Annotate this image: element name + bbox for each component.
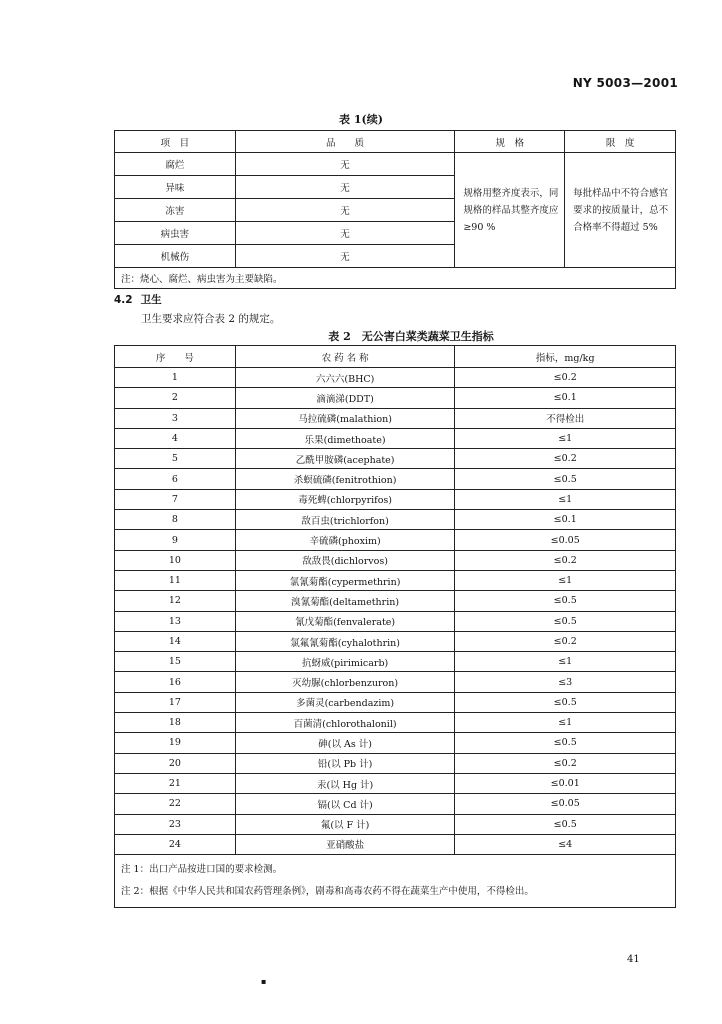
- table2-row-number: 3: [115, 408, 236, 428]
- table-row: [115, 153, 676, 176]
- table-row: [115, 611, 676, 631]
- table2-pesticide-name: 乙酰甲胺磷(acephate): [235, 449, 455, 469]
- table2-pesticide-name: 六六六(BHC): [235, 368, 455, 388]
- table-row: [115, 733, 676, 753]
- table1-header-row: [115, 131, 676, 153]
- table2-row-number: 11: [115, 570, 236, 590]
- table-row: [115, 530, 676, 550]
- table1-quality: 无: [235, 245, 455, 268]
- table2-note-2: 注 2：根据《中华人民共和国农药管理条例》，剧毒和高毒农药不得在蔬菜生产中使用，不得检出。: [121, 886, 534, 898]
- table2-row-number: 12: [115, 591, 236, 611]
- table2-row-number: 17: [115, 692, 236, 712]
- table1-header-item: 项 目: [115, 131, 236, 153]
- table2-pesticide-name: 马拉硫磷(malathion): [235, 408, 455, 428]
- table2-row-number: 21: [115, 773, 236, 793]
- table2-limit-value: ≤0.1: [455, 388, 676, 408]
- table2-limit-value: ≤0.5: [455, 814, 676, 834]
- table2-pesticide-name: 氟(以 F 计): [235, 814, 455, 834]
- table-row: [115, 489, 676, 509]
- table1-caption: 表 1(续): [339, 113, 383, 126]
- table2-limit-value: ≤0.5: [455, 733, 676, 753]
- table2-header-row: [115, 346, 676, 368]
- table2-note-1: 注 1：出口产品按进口国的要求检测。: [121, 864, 283, 876]
- table2-row-number: 14: [115, 631, 236, 651]
- table1-quality: 无: [235, 222, 455, 245]
- table2-limit-value: ≤1: [455, 652, 676, 672]
- table2-limit-value: ≤0.5: [455, 692, 676, 712]
- table2-row-number: 7: [115, 489, 236, 509]
- table2-limit-value: ≤0.2: [455, 631, 676, 651]
- table2-row-number: 6: [115, 469, 236, 489]
- table-row: [115, 834, 676, 854]
- table-row: [115, 408, 676, 428]
- section-title: 卫生: [140, 294, 162, 306]
- page-number: 41: [627, 954, 640, 965]
- table-row: [115, 550, 676, 570]
- table1-quality: 无: [235, 153, 455, 176]
- table2-row-number: 16: [115, 672, 236, 692]
- section-heading: [114, 292, 162, 307]
- table1-quality: 无: [235, 176, 455, 199]
- table2: [114, 345, 676, 908]
- table2-row-number: 8: [115, 510, 236, 530]
- table1-item: 冻害: [115, 199, 236, 222]
- table2-pesticide-name: 乐果(dimethoate): [235, 428, 455, 448]
- table1-note: 注：烧心、腐烂、病虫害为主要缺陷。: [115, 268, 676, 289]
- table2-limit-value: ≤0.01: [455, 773, 676, 793]
- table2-header-no: 序 号: [115, 346, 236, 368]
- table1-item: 异味: [115, 176, 236, 199]
- table2-row-number: 23: [115, 814, 236, 834]
- table2-pesticide-name: 灭幼脲(chlorbenzuron): [235, 672, 455, 692]
- table2-limit-value: ≤1: [455, 428, 676, 448]
- table-row: [115, 510, 676, 530]
- table2-caption: 表 2 无公害白菜类蔬菜卫生指标: [328, 330, 494, 343]
- table2-pesticide-name: 汞(以 Hg 计): [235, 773, 455, 793]
- table1-header-quality: 品 质: [235, 131, 455, 153]
- table2-limit-value: ≤1: [455, 489, 676, 509]
- table2-limit-value: ≤0.2: [455, 753, 676, 773]
- table-row: [115, 449, 676, 469]
- table2-limit-value: ≤4: [455, 834, 676, 854]
- table2-row-number: 9: [115, 530, 236, 550]
- table-row: [115, 692, 676, 712]
- table2-body: [115, 368, 676, 855]
- table1: [114, 130, 676, 289]
- table1-header-spec: 规 格: [455, 131, 565, 153]
- table2-row-number: 20: [115, 753, 236, 773]
- table1-spec-text: 规格用整齐度表示，同规格的样品其整齐度应≥90 %: [455, 153, 565, 268]
- table2-pesticide-name: 砷(以 As 计): [235, 733, 455, 753]
- table2-pesticide-name: 铅(以 Pb 计): [235, 753, 455, 773]
- table2-limit-value: ≤0.5: [455, 591, 676, 611]
- table-row: [115, 631, 676, 651]
- table2-pesticide-name: 亚硝酸盐: [235, 834, 455, 854]
- table-row: [115, 469, 676, 489]
- table2-pesticide-name: 抗蚜威(pirimicarb): [235, 652, 455, 672]
- table2-row-number: 19: [115, 733, 236, 753]
- table1-item: 腐烂: [115, 153, 236, 176]
- table2-limit-value: ≤0.1: [455, 510, 676, 530]
- table-row: [115, 570, 676, 590]
- table2-pesticide-name: 氯氰菊酯(cypermethrin): [235, 570, 455, 590]
- table1-quality: 无: [235, 199, 455, 222]
- table2-limit-value: ≤0.5: [455, 611, 676, 631]
- standard-code: NY 5003—2001: [572, 76, 678, 90]
- table-row: [115, 428, 676, 448]
- table2-limit-value: ≤0.5: [455, 469, 676, 489]
- table2-note-row: [115, 855, 676, 908]
- table2-limit-value: ≤1: [455, 570, 676, 590]
- print-speck: ▪: [261, 977, 267, 986]
- table2-limit-value: ≤1: [455, 713, 676, 733]
- table-row: [115, 591, 676, 611]
- table-row: [115, 794, 676, 814]
- table2-row-number: 10: [115, 550, 236, 570]
- table2-limit-value: 不得检出: [455, 408, 676, 428]
- table2-pesticide-name: 杀螟硫磷(fenitrothion): [235, 469, 455, 489]
- table2-row-number: 22: [115, 794, 236, 814]
- table2-limit-value: ≤0.2: [455, 449, 676, 469]
- table-row: [115, 368, 676, 388]
- table2-row-number: 1: [115, 368, 236, 388]
- table2-pesticide-name: 溴氰菊酯(deltamethrin): [235, 591, 455, 611]
- table2-header-name: 农 药 名 称: [235, 346, 455, 368]
- table1-limit-text: 每批样品中不符合感官要求的按质量计，总不合格率不得超过 5%: [565, 153, 676, 268]
- table2-pesticide-name: 氯氟氰菊酯(cyhalothrin): [235, 631, 455, 651]
- table2-pesticide-name: 毒死蜱(chlorpyrifos): [235, 489, 455, 509]
- table2-row-number: 13: [115, 611, 236, 631]
- table2-row-number: 2: [115, 388, 236, 408]
- table-row: [115, 652, 676, 672]
- table-row: [115, 388, 676, 408]
- table2-header-limit: 指标，mg/kg: [455, 346, 676, 368]
- table-row: [115, 672, 676, 692]
- table2-pesticide-name: 滴滴涕(DDT): [235, 388, 455, 408]
- table2-limit-value: ≤3: [455, 672, 676, 692]
- table1-note-row: [115, 268, 676, 289]
- table2-row-number: 4: [115, 428, 236, 448]
- table2-pesticide-name: 镉(以 Cd 计): [235, 794, 455, 814]
- table1-header-limit: 限 度: [565, 131, 676, 153]
- table-row: [115, 773, 676, 793]
- table1-item: 机械伤: [115, 245, 236, 268]
- table2-pesticide-name: 辛硫磷(phoxim): [235, 530, 455, 550]
- table-row: [115, 814, 676, 834]
- table2-notes: [115, 855, 676, 908]
- table2-limit-value: ≤0.05: [455, 530, 676, 550]
- table2-pesticide-name: 氰戊菊酯(fenvalerate): [235, 611, 455, 631]
- section-number: 4.2: [114, 294, 133, 306]
- table2-pesticide-name: 敌百虫(trichlorfon): [235, 510, 455, 530]
- table2-row-number: 24: [115, 834, 236, 854]
- table-row: [115, 713, 676, 733]
- table2-limit-value: ≤0.05: [455, 794, 676, 814]
- table2-pesticide-name: 多菌灵(carbendazim): [235, 692, 455, 712]
- table2-row-number: 15: [115, 652, 236, 672]
- table2-row-number: 18: [115, 713, 236, 733]
- section-body: 卫生要求应符合表 2 的规定。: [141, 313, 281, 325]
- table2-limit-value: ≤0.2: [455, 368, 676, 388]
- table2-pesticide-name: 百菌清(chlorothalonil): [235, 713, 455, 733]
- table2-row-number: 5: [115, 449, 236, 469]
- table1-item: 病虫害: [115, 222, 236, 245]
- table2-pesticide-name: 敌敌畏(dichlorvos): [235, 550, 455, 570]
- table-row: [115, 753, 676, 773]
- table2-limit-value: ≤0.2: [455, 550, 676, 570]
